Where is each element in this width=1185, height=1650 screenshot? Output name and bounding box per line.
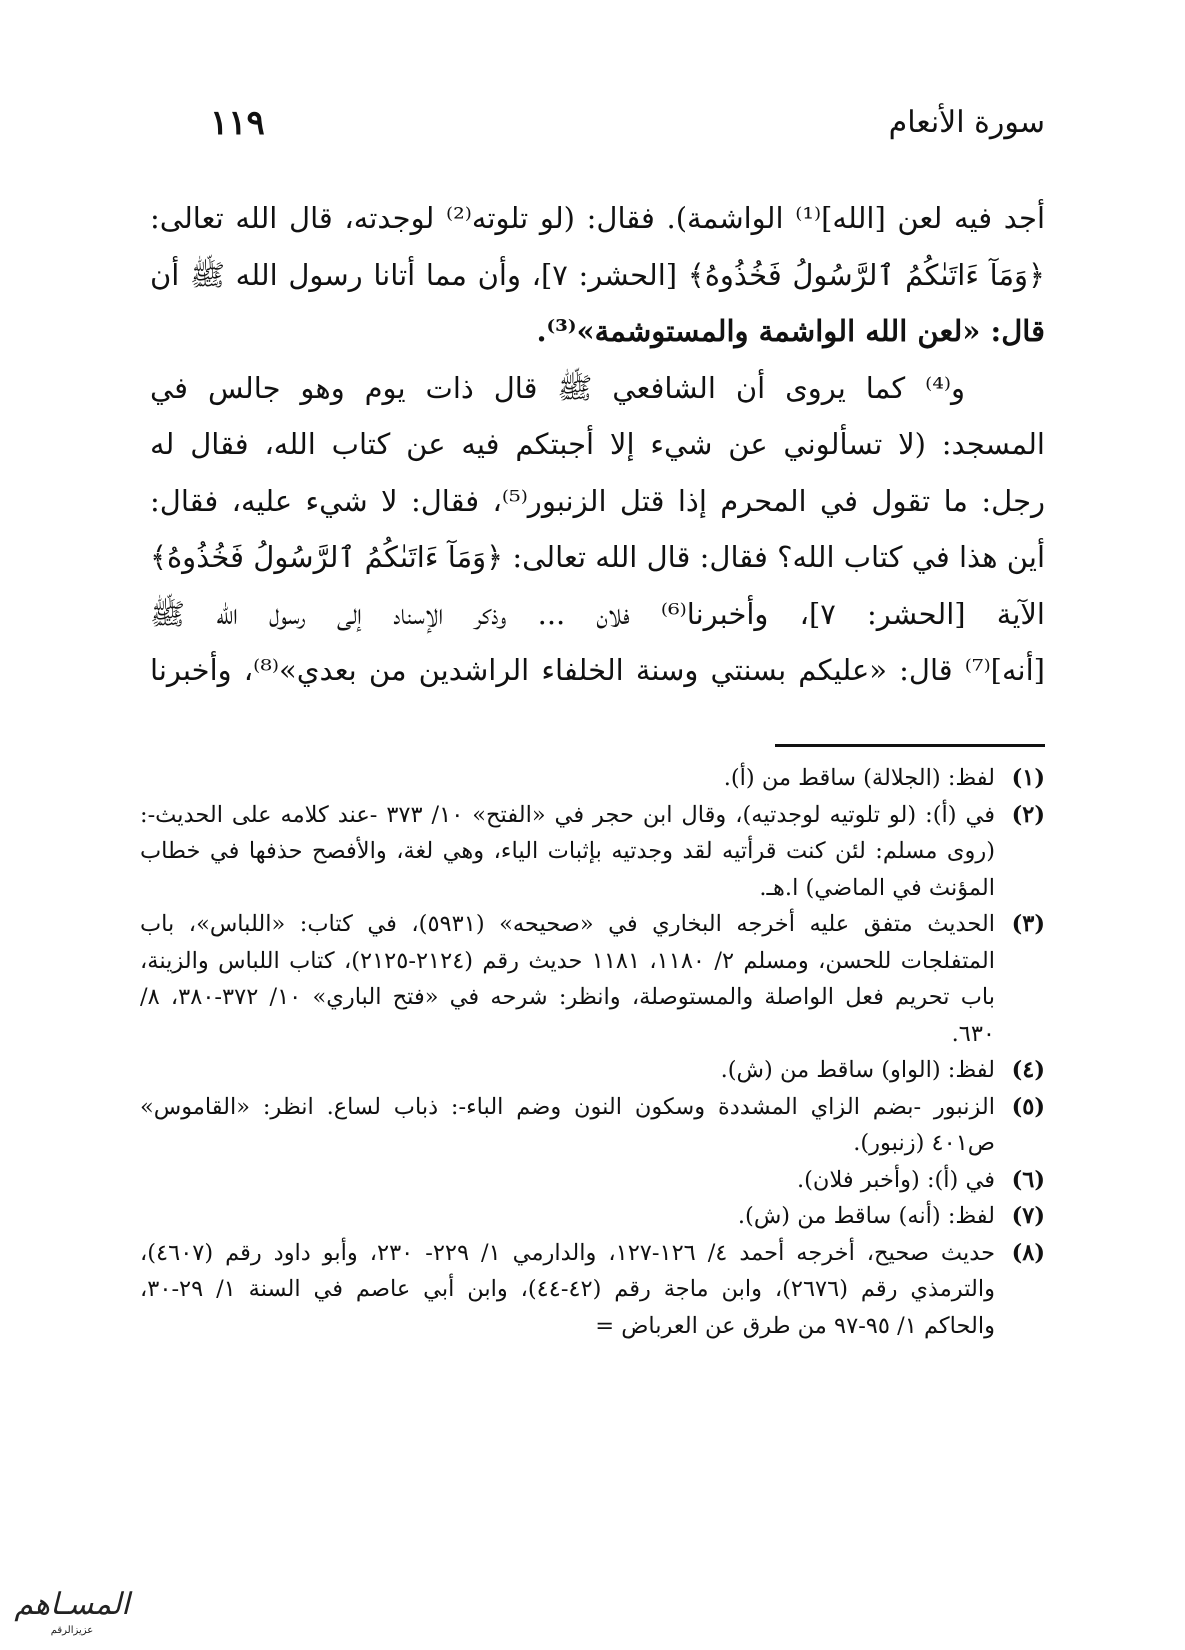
text-line: رجل: ما تقول في المحرم إذا قتل الزنبور⁽⁵⁾، فقال: لا شيء عليه، فقال:: [150, 483, 1046, 518]
footnote-text: في (أ): (وأخبر فلان).: [797, 1166, 995, 1193]
footnote: [140, 1089, 1045, 1162]
main-text: [150, 190, 1045, 699]
footnote-text: حديث صحيح، أخرجه أحمد ٤/ ١٢٦-١٢٧، والدارمي ١/ ٢٢٩- ٢٣٠، وأبو داود رقم (٤٦٠٧)، والترمذي رقم (٢٦٧٦)، وابن ماجة رقم (٤٢-٤٤)، وابن أبي عاصم في السنة ١/ ٢٩-٣٠، والحاكم ١/ ٩٥-٩٧ من طرق عن العرباض =: [140, 1239, 996, 1339]
text-line: أجد فيه لعن [الله]⁽¹⁾ الواشمة). فقال: (لو تلوته⁽²⁾ لوجدته، قال الله تعالى:: [150, 201, 1045, 235]
footnote: [140, 1162, 1045, 1199]
page-number: ١١٩: [210, 103, 265, 143]
logo-subtext: عزيزالرقم: [50, 1625, 94, 1636]
footnote: [140, 1198, 1045, 1235]
text-line: قال: «لعن الله الواشمة والمستوشمة»⁽³⁾.: [536, 314, 1045, 348]
footnote-number: (٨): [1011, 1239, 1045, 1266]
logo-text: المسـ‍اهم: [14, 1587, 130, 1622]
footnote-text: لفظ: (الجلالة) ساقط من (أ).: [723, 765, 995, 791]
footnote-number: (٧): [1011, 1203, 1045, 1229]
footnote-number: (٢): [1011, 801, 1045, 828]
footnote: [140, 906, 1045, 1052]
text-line: أين هذا في كتاب الله؟ فقال: قال الله تعالى: ﴿وَمَآ ءَاتَىٰكُمُ ٱلرَّسُولُ فَخُذُوهُ﴾: [150, 540, 1045, 574]
footnotes: [140, 760, 1045, 1344]
footnote: [140, 760, 1045, 797]
footnote-number: (٤): [1011, 1057, 1045, 1083]
footnote-text: الحديث متفق عليه أخرجه البخاري في «صحيحه» (٥٩٣١)، في كتاب: «اللباس»، باب المتفلجات للحسن، ومسلم ٢/ ١١٨٠، ١١٨١ حديث رقم (٢١٢٤-٢١٢٥)، كتاب اللباس والزينة، باب تحريم فعل الواصلة والمستوصلة، وانظر: شرحه في «فتح الباري» ١٠/ ٣٧٢-٣٨٠، ٨/ ٦٣٠.: [140, 911, 996, 1047]
text-line: الآية [الحشر: ٧]، وأخبرنا⁽⁶⁾ فلان ... وذكر الإسناد إلى رسول الله ﷺ: [150, 596, 1045, 631]
text-line: المسجد: (لا تسألوني عن شيء إلا أجبتكم فيه عن كتاب الله، فقال له: [150, 427, 1045, 461]
footnote-number: (٦): [1011, 1166, 1045, 1193]
footnote: [140, 1052, 1045, 1089]
footnote-number: (١): [1011, 765, 1045, 791]
text-line: و⁽⁴⁾ كما يروى أن الشافعي ﷺ قال ذات يوم وهو جالس في: [150, 370, 965, 405]
footnote-text: لفظ: (أنه) ساقط من (ش).: [737, 1203, 995, 1229]
footnote-text: لفظ: (الواو) ساقط من (ش).: [720, 1057, 995, 1083]
footnote-number: (٥): [1011, 1093, 1045, 1120]
text-line: ﴿وَمَآ ءَاتَىٰكُمُ ٱلرَّسُولُ فَخُذُوهُ﴾ [الحشر: ٧]، وأن مما أتانا رسول الله ﷺ أن: [150, 257, 1045, 292]
footnote: [140, 797, 1045, 907]
footnote-number: (٣): [1011, 911, 1045, 937]
footnote-separator: [775, 744, 1045, 747]
footnote-text: في (أ): (لو تلوتيه لوجدتيه)، وقال ابن حجر في «الفتح» ١٠/ ٣٧٣ -عند كلامه على الحديث-: (روى مسلم: لئن كنت قرأتيه لقد وجدتيه بإثبات الياء، وهي لغة، والأفصح حذفها في خطاب المؤنث في الماضي) ا.هـ.: [140, 801, 995, 901]
footnote-text: الزنبور -بضم الزاي المشددة وسكون النون وضم الباء-: ذباب لساع. انظر: «القاموس» ص٤٠١ (زنبور).: [140, 1093, 995, 1156]
surah-title: سورة الأنعام: [888, 105, 1045, 140]
text-line: [أنه]⁽⁷⁾ قال: «عليكم بسنتي وسنة الخلفاء الراشدين من بعدي»⁽⁸⁾، وأخبرنا: [150, 653, 1045, 687]
page-header: [150, 105, 1045, 165]
footnote: [140, 1235, 1045, 1345]
watermark-logo: [12, 1585, 132, 1640]
